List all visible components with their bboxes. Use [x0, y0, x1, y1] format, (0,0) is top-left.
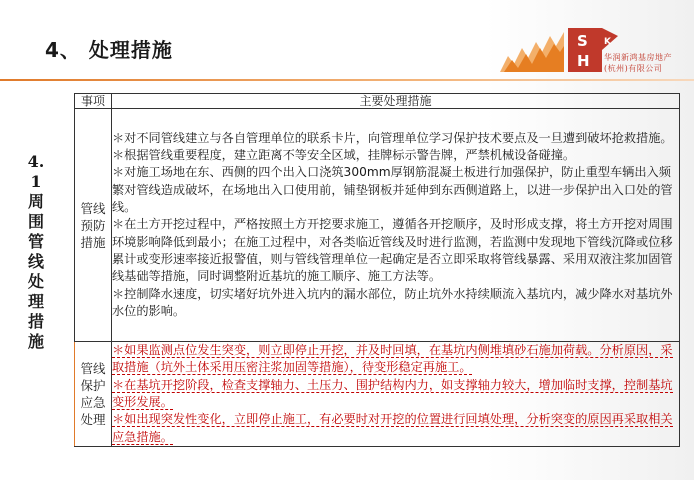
category-line: 保护 [80, 378, 106, 393]
table-row-emergency [75, 342, 680, 447]
category-line: 管线 [80, 200, 106, 216]
vtitle-char: 措 [27, 312, 44, 331]
vtitle-char: 线 [27, 252, 44, 271]
emergency-item-text: ＊如果监测点位发生突变，则立即停止开挖，并及时回填，在基坑内侧堆填砂石施加荷载。分析原因，采取措施（坑外土体采用压密注浆加固等措施），待变形稳定再施工。 [112, 343, 673, 375]
logo-letter-s: S [577, 32, 588, 50]
emergency-item-text: ＊如出现突发性变化，立即停止施工，有必要时对开挖的位置进行回填处理，分析突变的原因再采取相关应急措施。 [112, 412, 673, 444]
vtitle-char: 施 [27, 332, 44, 351]
vtitle-char: 周 [27, 192, 44, 211]
measure-item: ＊根据管线重要程度，建立距离不等安全区域，挂牌标示警告牌，严禁机械设备碰撞。 [112, 148, 576, 163]
measure-item: ＊控制降水速度，切实堵好坑外进入坑内的漏水部位，防止坑外水持续顺流入基坑内，减少降水对基坑外水位的影响。 [112, 286, 673, 318]
header-divider [0, 79, 694, 81]
logo-letter-h: H [577, 52, 590, 70]
category-prevention [75, 109, 112, 342]
category-line: 处理 [80, 412, 106, 427]
company-name-line1: 华润新鸿基房地产 [604, 53, 672, 62]
measure-item: ＊对不同管线建立与各自管理单位的联系卡片，向管理单位学习保护技术要点及一旦遭到破坏抢救措施。 [112, 130, 673, 145]
header-item: 事项 [75, 94, 112, 109]
vtitle-char: 4. [27, 152, 45, 171]
page-title: 4、 处理措施 [45, 38, 173, 62]
emergency-measures [112, 342, 680, 447]
vtitle-char: 围 [27, 212, 44, 231]
section-vertical-title [22, 152, 50, 352]
vtitle-char: 管 [27, 232, 44, 251]
table-header-row [75, 94, 680, 109]
measure-item: ＊在土方开挖过程中，严格按照土方开挖要求施工，遵循各开挖顺序，及时形成支撑，将土方开挖对周围环境影响降低到最小；在施工过程中，对各类临近管线及时进行监测，若监测中发现地下管线沉降或位移累计或变形速率接近报警值，则与管线管理单位一起确定是否立即采取将管线暴露、采用双液注浆加固管线基础等措施，同时调整附近基坑的施工顺序、施工方法等。 [112, 217, 673, 284]
emergency-item [112, 377, 679, 412]
emergency-item [112, 342, 679, 377]
vtitle-char: 处 [27, 272, 44, 291]
company-name-line2: (杭州)有限公司 [604, 64, 663, 73]
category-line: 措施 [80, 234, 106, 250]
prevention-measures [112, 109, 680, 342]
vtitle-char: 理 [27, 292, 44, 311]
category-line: 预防 [80, 217, 106, 233]
vtitle-char: 1 [30, 172, 42, 191]
header-measures: 主要处理措施 [112, 94, 680, 109]
table-row-prevention [75, 109, 680, 342]
company-name [604, 52, 692, 74]
emergency-item-text: ＊在基坑开挖阶段，检查支撑轴力、土压力、围护结构内力，如支撑轴力较大，增加临时支撑，控制基坑变形发展。 [112, 377, 673, 409]
category-emergency [75, 342, 112, 447]
measure-item: ＊对施工场地在东、西侧的四个出入口浇筑300mm厚钢筋混凝土板进行加强保护，防止重型车辆出入频繁对管线造成破坏，在场地出入口使用前，铺垫钢板并延伸到东西侧道路上，以进一步保护出入口处的管线。 [112, 165, 673, 215]
category-line: 管线 [80, 361, 106, 376]
emergency-item [112, 411, 679, 446]
category-line: 应急 [80, 395, 106, 410]
measures-table [74, 93, 680, 447]
logo-letter-k: K [604, 37, 611, 47]
